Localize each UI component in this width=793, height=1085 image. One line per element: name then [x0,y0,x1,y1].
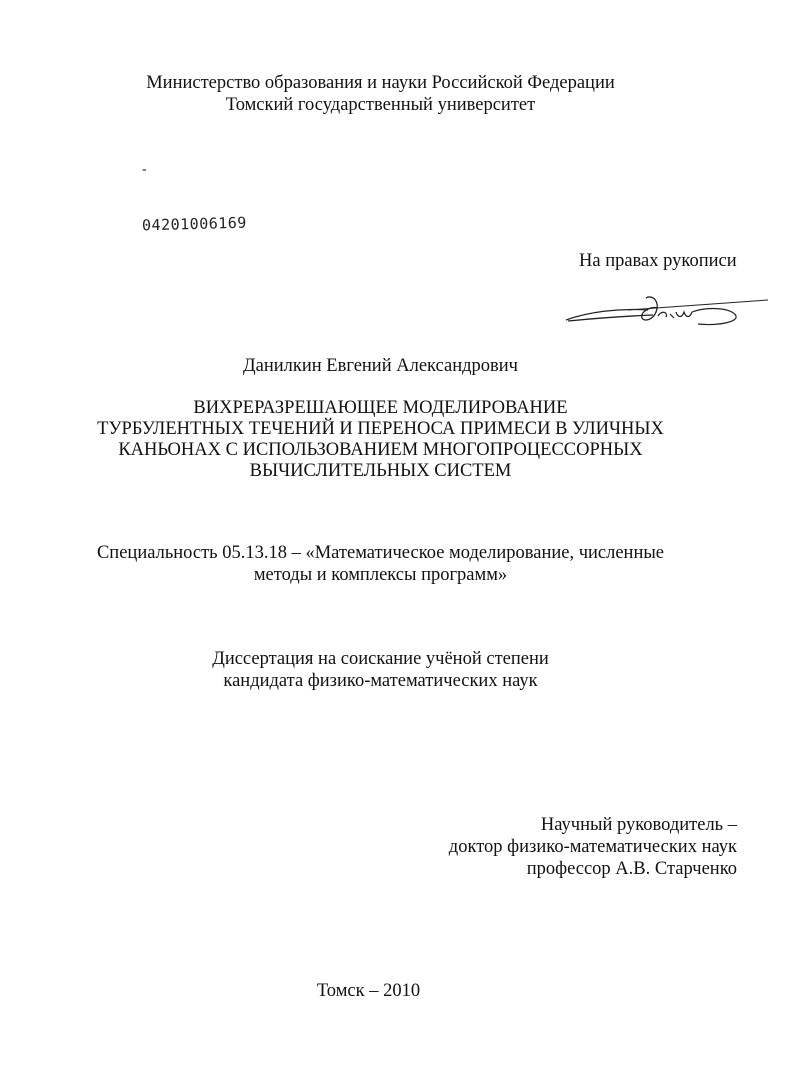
degree-line: кандидата физико-математических наук [223,671,538,691]
specialty [0,542,777,586]
supervisor-block [449,814,737,880]
university-name: Томский государственный университет [225,95,536,115]
ministry-name: Министерство образования и науки Российской Федерации [146,73,615,93]
place-and-year: Томск – 2010 [316,981,421,1001]
registration-stamp-number: 04201006169 [141,213,248,235]
handwritten-signature-icon [558,290,770,332]
institution-header [0,72,777,116]
title-line: ТУРБУЛЕНТНЫХ ТЕЧЕНИЙ И ПЕРЕНОСА ПРИМЕСИ В УЛИЧНЫХ [97,419,664,439]
title-line: КАНЬОНАХ С ИСПОЛЬЗОВАНИЕМ МНОГОПРОЦЕССОРНЫХ [118,440,643,460]
rights-note: На правах рукописи [579,251,737,271]
supervisor-line: профессор А.В. Старченко [526,859,737,879]
title-line: ВИХРЕРАЗРЕШАЮЩЕЕ МОДЕЛИРОВАНИЕ [193,398,568,418]
dissertation-title [0,398,777,482]
specialty-line: Специальность 05.13.18 – «Математическое моделирование, численные [96,543,665,563]
supervisor-line: Научный руководитель – [540,815,737,835]
scan-mark: - [142,162,147,177]
degree-line: Диссертация на соискание учёной степени [212,649,549,669]
degree-statement [0,648,777,692]
specialty-line: методы и комплексы программ» [253,565,508,585]
title-line: ВЫЧИСЛИТЕЛЬНЫХ СИСТЕМ [249,461,512,481]
supervisor-line: доктор физико-математических наук [448,837,737,857]
author-name: Данилкин Евгений Александрович [243,356,518,376]
